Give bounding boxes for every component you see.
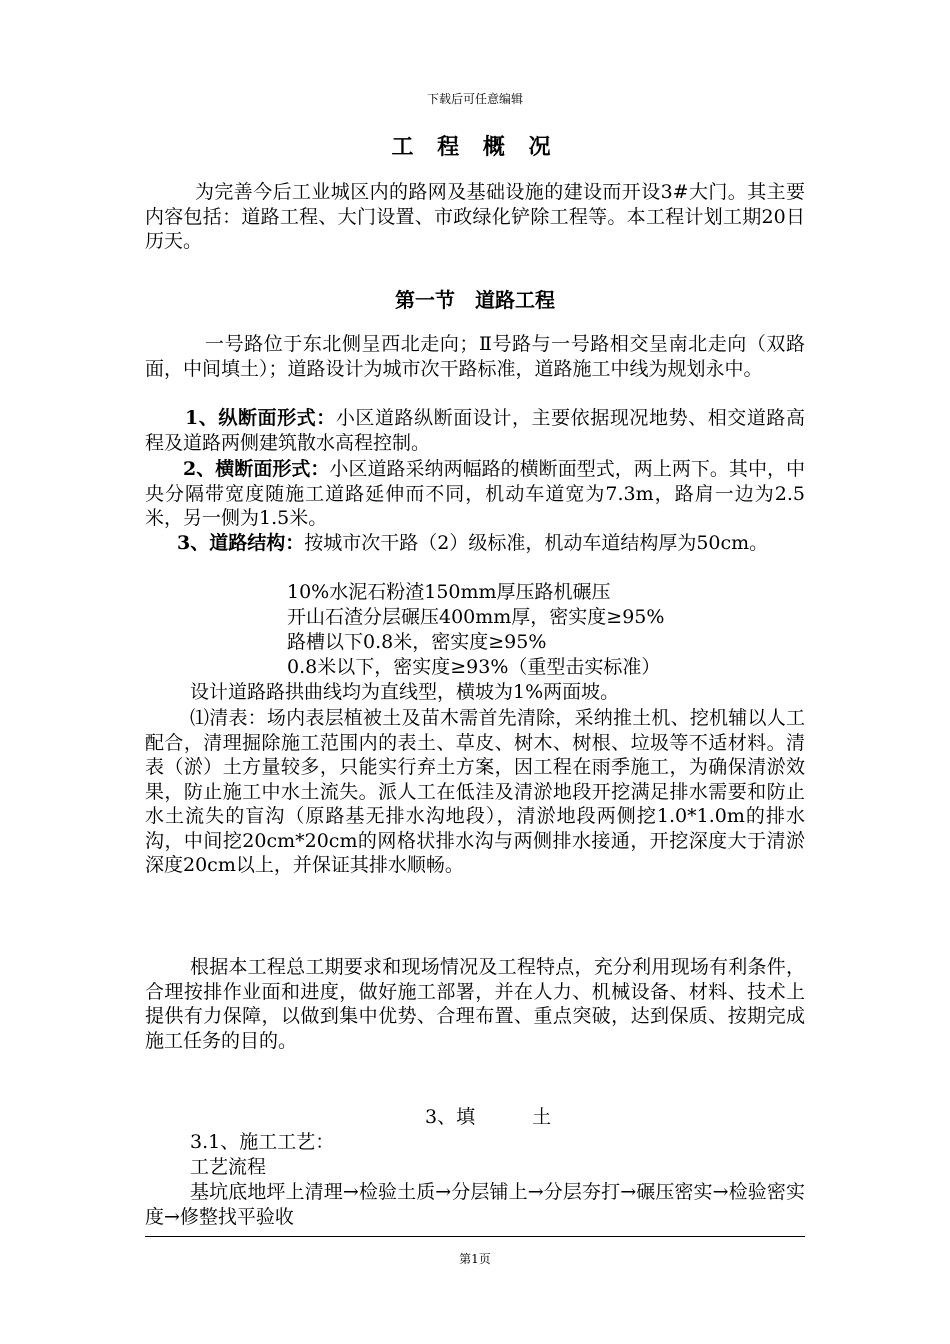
longitudinal-section-paragraph bbox=[145, 406, 805, 455]
process-flow-label: 工艺流程 bbox=[190, 1156, 267, 1178]
cross-section-paragraph bbox=[145, 457, 805, 531]
clearing-paragraph: ⑴清表：场内表层植被土及苗木需首先清除，采纳推土机、挖机辅以人工配合，清理掘除施工范围内的表土、草皮、树木、树根、垃圾等不适材料。清表（淤）土方量较多，只能实行弃土方案，因工程在雨季施工，为确保清淤效果，防止施工中水土流失。派人工在低洼及清淤地段开挖满足排水需要和防止水土流失的盲沟（原路基无排水沟地段），清淤地段两侧挖1.0*1.0m的排水沟，中间挖20cm*20cm的网格状排水沟与两侧排水接通，开挖深度大于清淤深度20cm以上，并保证其排水顺畅。 bbox=[145, 707, 805, 876]
process-flow-paragraph: 基坑底地坪上清理→检验土质→分层铺上→分层夯打→碾压密实→检验密实度→修整找平验收 bbox=[145, 1181, 805, 1228]
item1-label: 1、纵断面形式： bbox=[185, 407, 336, 429]
road-overview-paragraph: 一号路位于东北侧呈西北走向；Ⅱ号路与一号路相交呈南北走向（双路面，中间填土）；道路设计为城市次干路标准，道路施工中线为规划永中。 bbox=[145, 333, 805, 380]
document-title: 工 程 概 况 bbox=[391, 134, 559, 160]
item3-text: 按城市次干路（2）级标准，机动车道结构厚为50cm。 bbox=[304, 532, 769, 554]
page-header: 下载后可任意编辑 bbox=[426, 92, 523, 106]
road-structure-paragraph bbox=[145, 531, 805, 556]
layer-line-3: 路槽以下0.8米，密实度≥95% bbox=[287, 631, 547, 653]
section-heading-road: 第一节 道路工程 bbox=[395, 288, 555, 312]
layer-line-1: 10%水泥石粉渣150mm厚压路机碾压 bbox=[287, 581, 611, 603]
subsection-construction-process: 3.1、施工工艺： bbox=[190, 1131, 335, 1153]
page-number: 第1页 bbox=[459, 1252, 491, 1266]
item3-label: 3、道路结构： bbox=[177, 532, 305, 554]
layer-line-4: 0.8米以下，密实度≥93%（重型击实标准） bbox=[287, 656, 661, 678]
item1-text: 小区道路纵断面设计，主要依据现况地势、相交道路高程及道路两侧建筑散水高程控制。 bbox=[145, 407, 805, 454]
deployment-paragraph: 根据本工程总工期要求和现场情况及工程特点，充分利用现场有利条件，合理按排作业面和进度，做好施工部署，并在人力、机械设备、材料、技术上提供有力保障，以做到集中优势、合理布置、重点突破，达到保质、按期完成施工任务的目的。 bbox=[145, 956, 805, 1052]
layer-line-2: 开山石渣分层碾压400mm厚，密实度≥95% bbox=[287, 606, 665, 628]
crown-paragraph: 设计道路路拱曲线均为直线型，横坡为1%两面坡。 bbox=[190, 681, 620, 703]
section-heading-fill: 3、填 土 bbox=[425, 1106, 552, 1128]
item2-text: 小区道路采纳两幅路的横断面型式，两上两下。其中，中央分隔带宽度随施工道路延伸而不同，机动车道宽为7.3m，路肩一边为2.5米，另一侧为1.5米。 bbox=[145, 458, 805, 529]
footer-rule bbox=[145, 1236, 805, 1237]
intro-paragraph: 为完善今后工业城区内的路网及基础设施的建设而开设3#大门。其主要内容包括：道路工程、大门设置、市政绿化铲除工程等。本工程计划工期20日历天。 bbox=[145, 181, 805, 252]
item2-label: 2、横断面形式： bbox=[183, 458, 330, 480]
